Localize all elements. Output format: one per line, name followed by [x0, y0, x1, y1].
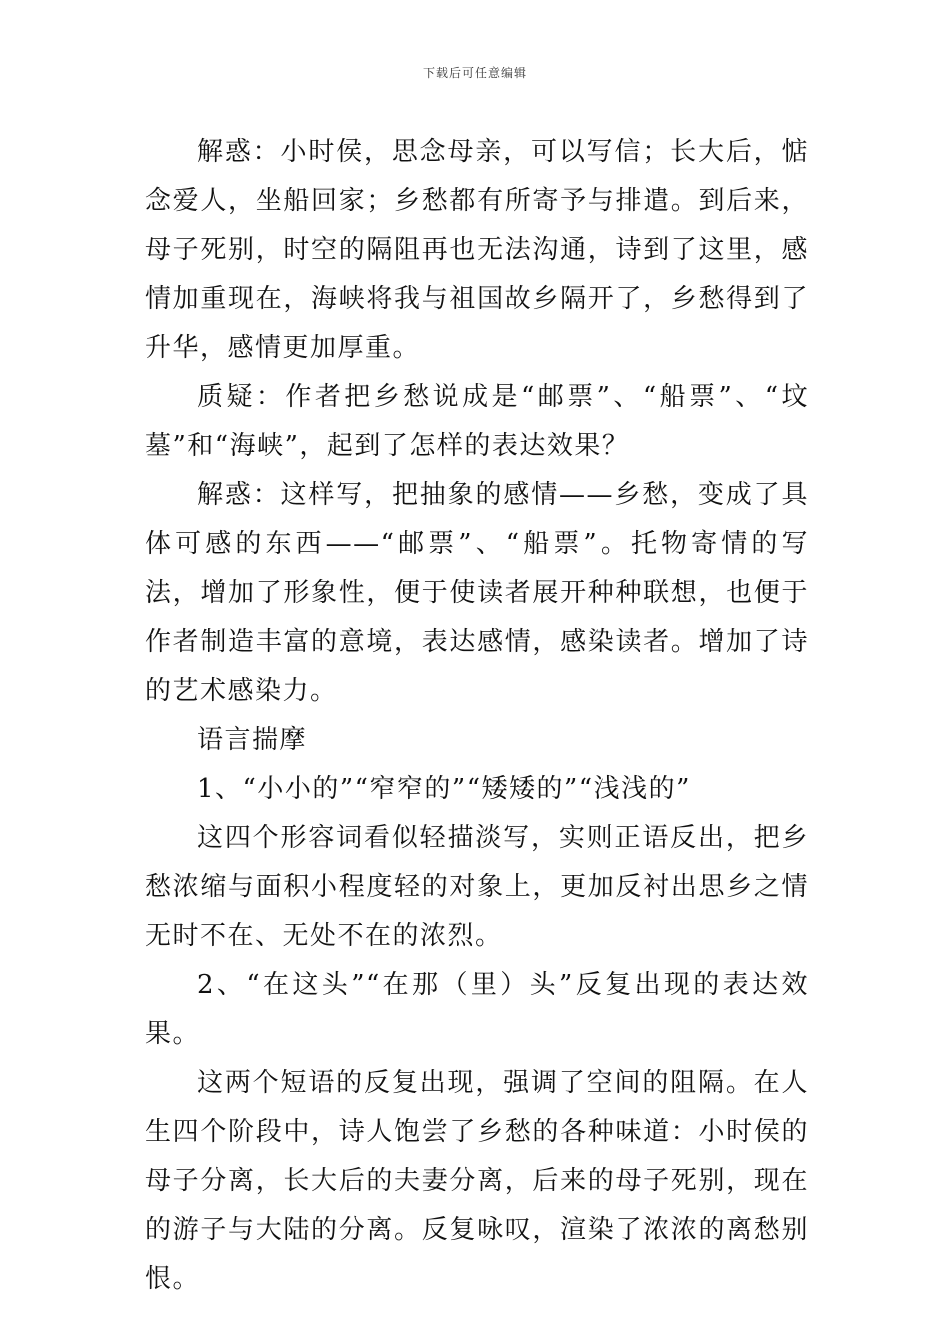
paragraph-explanation-1: 这四个形容词看似轻描淡写，实则正语反出，把乡愁浓缩与面积小程度轻的对象上，更加反衬出思乡之情无时不在、无处不在的浓烈。 [145, 823, 809, 951]
paragraph-answer-2: 解惑：这样写，把抽象的感情——乡愁，变成了具体可感的东西——“邮票”、“船票”。托物寄情的写法，增加了形象性，便于使读者展开种种联想，也便于作者制造丰富的意境，表达感情，感染读者。增加了诗的艺术感染力。 [145, 480, 809, 706]
paragraph-point-1: 1、“小小的”“窄窄的”“矮矮的”“浅浅的” [197, 774, 691, 804]
document-body [145, 128, 809, 1304]
paragraph-explanation-2: 这两个短语的反复出现，强调了空间的阻隔。在人生四个阶段中，诗人饱尝了乡愁的各种味道：小时侯的母子分离，长大后的夫妻分离，后来的母子死别，现在的游子与大陆的分离。反复咏叹，渲染了浓浓的离愁别恨。 [145, 1068, 809, 1294]
paragraph-point-2: 2、“在这头”“在那（里）头”反复出现的表达效果。 [145, 970, 809, 1049]
section-heading-language: 语言揣摩 [197, 725, 308, 755]
paragraph-question: 质疑：作者把乡愁说成是“邮票”、“船票”、“坟墓”和“海峡”，起到了怎样的表达效果？ [145, 382, 809, 461]
paragraph-answer-1: 解惑：小时侯，思念母亲，可以写信；长大后，惦念爱人，坐船回家；乡愁都有所寄予与排遣。到后来，母子死别，时空的隔阻再也无法沟通，诗到了这里，感情加重现在，海峡将我与祖国故乡隔开了，乡愁得到了升华，感情更加厚重。 [145, 137, 809, 363]
page-header-note: 下载后可任意编辑 [422, 66, 527, 80]
